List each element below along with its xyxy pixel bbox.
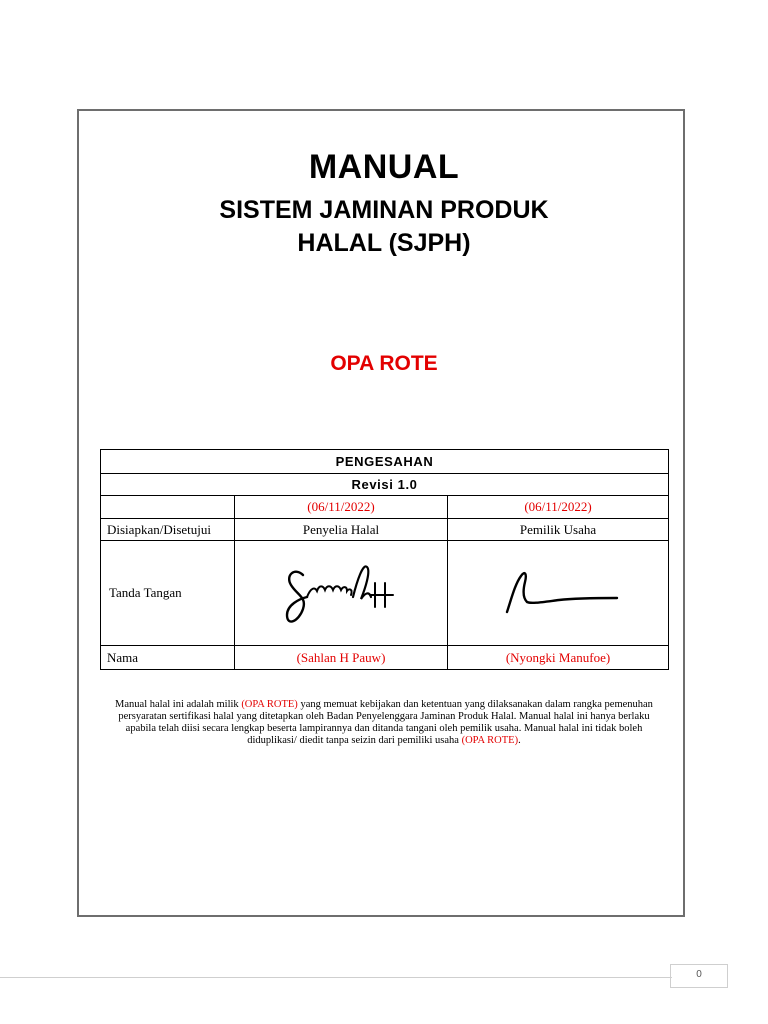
date-penyelia: (06/11/2022): [235, 496, 448, 519]
name-penyelia: (Sahlan H Pauw): [235, 646, 448, 670]
signature-pemilik: [493, 558, 623, 628]
company-name: OPA ROTE: [330, 352, 438, 375]
footnote-company-1: (OPA ROTE): [241, 699, 298, 710]
footnote-company-2: (OPA ROTE): [461, 735, 519, 746]
approval-header: PENGESAHAN: [101, 450, 669, 474]
name-row-label: Nama: [101, 646, 235, 670]
document-subtitle-line2: HALAL (SJPH): [297, 229, 471, 257]
document-title: MANUAL: [308, 148, 460, 186]
approval-table: [100, 449, 669, 670]
page-number: 0: [670, 964, 728, 988]
date-pemilik: (06/11/2022): [448, 496, 669, 519]
footnote-text-2: yang memuat kebijakan dan ketentuan yang dilaksanakan dalam rangka pemenuhan persyaratan sertifikasi halal yang ditetapkan oleh Badan Penyelenggara Jaminan Produk Halal. Manual halal ini hanya berlaku apabila telah diisi secara lengkap beserta lampirannya dan ditanda tangani oleh pemilik usaha. Manual halal ini tidak boleh diduplikasi/ diedit tanpa seizin dari pemiliki usaha: [118, 699, 653, 746]
table-row: [101, 519, 669, 541]
table-row: [101, 646, 669, 670]
role-penyelia: Penyelia Halal: [235, 519, 448, 541]
table-row: [101, 474, 669, 496]
signature-penyelia: [281, 553, 401, 633]
revision-label: Revisi 1.0: [101, 474, 669, 496]
footnote-text-3: .: [518, 735, 521, 746]
table-row: [101, 496, 669, 519]
role-row-label: Disiapkan/Disetujui: [101, 519, 235, 541]
footer-divider: [0, 977, 672, 978]
name-pemilik: (Nyongki Manufoe): [448, 646, 669, 670]
sign-row-label: Tanda Tangan: [101, 541, 235, 646]
role-pemilik: Pemilik Usaha: [448, 519, 669, 541]
signature-cell-pemilik: [448, 541, 669, 646]
table-row: [101, 450, 669, 474]
footnote-text-1: Manual halal ini adalah milik: [115, 699, 242, 710]
signature-cell-penyelia: [235, 541, 448, 646]
table-row: [101, 541, 669, 646]
ownership-footnote: [110, 699, 658, 747]
document-subtitle-line1: SISTEM JAMINAN PRODUK: [219, 196, 549, 224]
empty-cell: [101, 496, 235, 519]
